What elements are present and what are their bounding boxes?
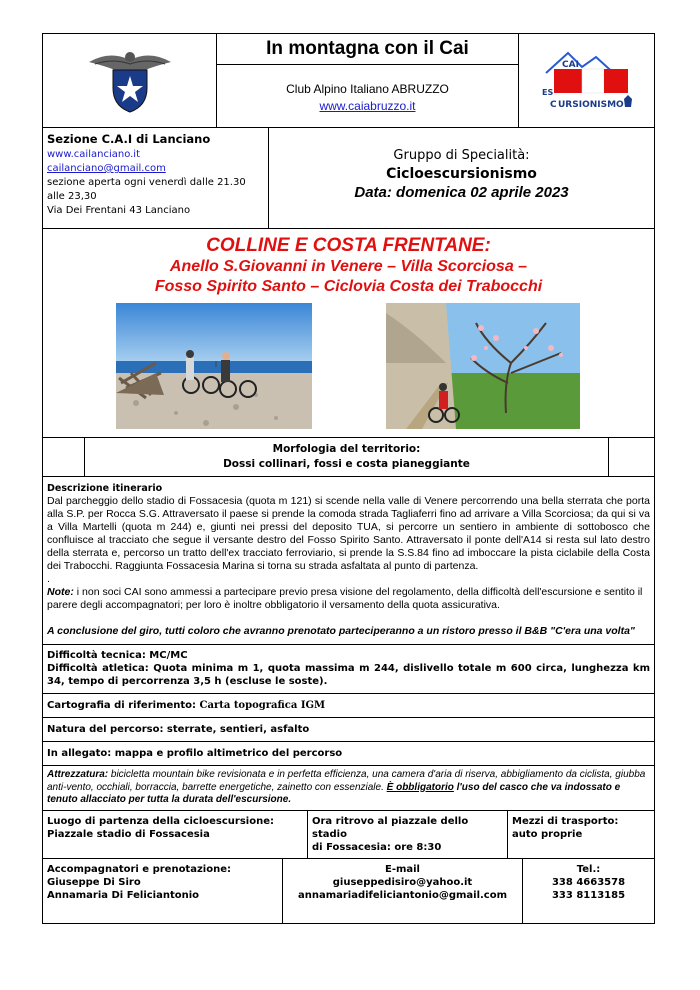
contact-tel-2[interactable]: 333 8113185: [551, 889, 626, 901]
meet-label: Ora ritrovo al piazzale dello stadio: [312, 815, 469, 840]
difficulty-block: [42, 644, 655, 693]
equipment-must: È obbligatorio: [386, 781, 454, 793]
transport-value: auto proprie: [512, 828, 583, 840]
contact-email-2[interactable]: annamariadifeliciantonio@gmail.com: [297, 889, 508, 901]
difficulty-athletic: Difficoltà atletica: Quota minima m 1, quota massima m 244, dislivello totale m 600 circa, lunghezza km 34, tempo di percorrenza 3,5 h (escluse le soste).: [47, 663, 650, 687]
email-label: E-mail: [384, 863, 420, 875]
section-info: [42, 127, 655, 228]
description-heading: Descrizione itinerario: [47, 483, 163, 494]
svg-text:ES: ES: [541, 87, 553, 97]
equipment-block: [42, 765, 655, 810]
header: [42, 33, 655, 127]
cartography-value: Carta topografica IGM: [196, 700, 326, 711]
description-text: Dal parcheggio dello stadio di Fossacesia (quota m 121) si scende nella valle di Venere percorrendo una bella sterrata che porta alla S.P. per Rocca S.G. Attraversato il paese si prende la comoda strada Tagliaferri fino ad arrivare a Villa Scorciosa; da qui si va a Villa Martelli (quota m 244) e, giunti nei pressi del deposito TUA, si percorre un sentiero in ambiente di sottobosco che confluisce al tracciato che segue il versante destro del Fosso Spirito Santo. Attraversato il ponte dell'A14 si resta sul lato destro della sterrata e, percorso un tratto dell'ex tracciato ferroviario, si prende la S.S.84 fino ad imboccare la pista ciclabile della Costa dei Trabocchi. Raggiunta Fossacesia Marina si torna su strada asfaltata al punto di partenza.: [47, 495, 650, 572]
equipment-text: bicicletta mountain bike revisionata e in perfetta efficienza, una camera d'aria di riserva, abbigliamento da ciclista, giubba anti-vento, occhiali, borraccia, barrette energetiche, zainetto con essenziale.: [47, 769, 646, 793]
beach-photo: [116, 303, 312, 429]
club-name: Club Alpino Italiano ABRUZZO: [286, 82, 449, 96]
group-label: Gruppo di Specialità:: [393, 148, 530, 163]
contacts-row: [42, 858, 655, 924]
tel-label: Tel.:: [576, 863, 601, 875]
escursionismo-logo-icon: [532, 45, 642, 117]
section-email-link[interactable]: cailanciano@gmail.com: [47, 163, 166, 174]
morphology-row: [42, 437, 655, 476]
morphology-label: Morfologia del territorio:: [272, 443, 421, 455]
start-value: Piazzale stadio di Fossacesia: [47, 828, 210, 840]
transport-label: Mezzi di trasporto:: [512, 815, 619, 827]
logo-cai-text: CAI: [561, 59, 579, 70]
cartography-label: Cartografia di riferimento:: [47, 700, 197, 711]
event-subtitle-2: Fosso Spirito Santo – Ciclovia Costa dei Trabocchi: [154, 278, 543, 295]
itinerary-description: [42, 476, 655, 644]
event-subtitle-1: Anello S.Giovanni in Venere – Villa Scorciosa –: [169, 258, 528, 275]
section-website-link[interactable]: www.cailanciano.it: [47, 149, 141, 160]
eagle-icon: [85, 46, 175, 116]
note-label: Note:: [47, 586, 74, 598]
logistics-row: [42, 810, 655, 858]
group-name: Cicloescursionismo: [386, 166, 537, 182]
orchard-photo: [386, 303, 580, 429]
equipment-label: Attrezzatura:: [47, 769, 109, 780]
meet-value: di Fossacesia: ore 8:30: [312, 841, 442, 853]
section-name: Sezione C.A.I di Lanciano: [47, 132, 211, 146]
section-address: Via Dei Frentani 43 Lanciano: [47, 205, 191, 216]
description-dot: .: [47, 573, 50, 585]
contact-email-1[interactable]: giuseppedisiro@yahoo.it: [332, 876, 473, 888]
morphology-value: Dossi collinari, fossi e costa pianeggiante: [223, 458, 470, 470]
difficulty-tech: Difficoltà tecnica: MC/MC: [47, 650, 188, 661]
club-website-link[interactable]: www.caiabruzzo.it: [319, 99, 416, 113]
event-title: COLLINE E COSTA FRENTANE:: [206, 235, 491, 256]
event-title-block: [42, 228, 655, 437]
contact-name-2: Annamaria Di Feliciantonio: [47, 889, 200, 901]
conclusion-text: A conclusione del giro, tutti coloro che avranno prenotato parteciperanno a un ristoro presso il B&B "C'era una volta": [47, 625, 635, 637]
event-date: Data: domenica 02 aprile 2023: [354, 184, 569, 201]
contacts-label: Accompagnatori e prenotazione:: [47, 863, 231, 875]
page-title: In montagna con il Cai: [217, 34, 518, 65]
svg-text:C: C: [549, 99, 557, 110]
nature-row: Natura del percorso: sterrate, sentieri, asfalto: [42, 717, 655, 741]
contact-tel-1[interactable]: 338 4663578: [551, 876, 626, 888]
start-label: Luogo di partenza della cicloescursione:: [47, 815, 274, 827]
section-hours: sezione aperta ogni venerdì dalle 21.30 alle 23,30: [47, 177, 246, 202]
logo-escursionismo-text: URSIONISMO: [557, 99, 624, 110]
flyer: [42, 33, 655, 924]
equipment-end: l'uso del casco che va indossato e tenuto allacciato per tutta la durata dell'escursione.: [47, 781, 621, 805]
cai-escursionismo-logo: [518, 34, 654, 127]
cai-eagle-logo: [43, 34, 217, 127]
contact-name-1: Giuseppe Di Siro: [47, 876, 141, 888]
attachment-row: In allegato: mappa e profilo altimetrico del percorso: [42, 741, 655, 765]
note-text: i non soci CAI sono ammessi a partecipare previo presa visione del regolamento, della difficoltà dell'escursione e sentito il parere degli accompagnatori; per loro è inoltre obbligatorio il versamento della quota assicurativa.: [47, 586, 643, 611]
cartography-row: [42, 693, 655, 717]
